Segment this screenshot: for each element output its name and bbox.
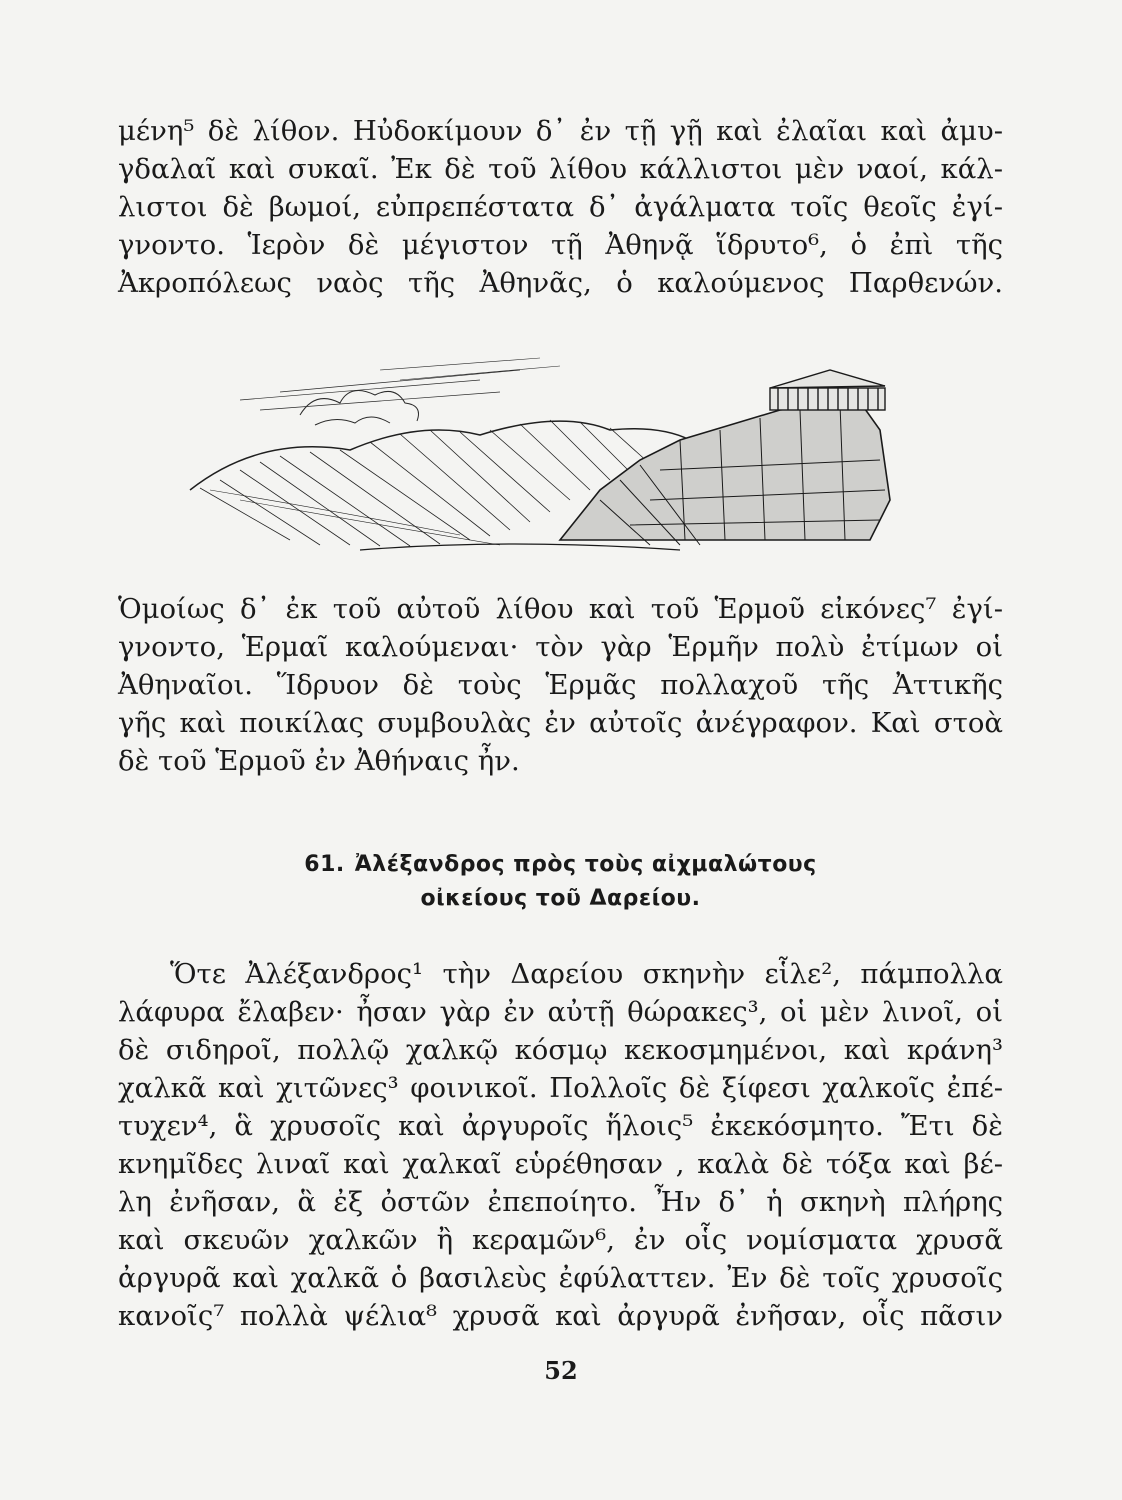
heading-line-2: οἰκείους τοῦ Δαρείου. bbox=[420, 886, 701, 911]
text-line: κνημῖδες λιναῖ καὶ χαλκαῖ εὑρέθησαν , καλὰ δὲ τόξα καὶ βέ- bbox=[118, 1148, 1003, 1180]
text-line: Ἀκροπόλεως ναὸς τῆς Ἀθηνᾶς, ὁ καλούμενος Παρθενών. bbox=[118, 267, 1003, 299]
section-heading bbox=[118, 848, 1003, 916]
text-line: Ὁμοίως δ᾽ ἐκ τοῦ αὐτοῦ λίθου καὶ τοῦ Ἑρμοῦ εἰκόνες⁷ ἐγί- bbox=[118, 593, 1003, 625]
text-line: τυχεν⁴, ἃ χρυσοῖς καὶ ἀργυροῖς ἥλοις⁵ ἐκεκόσμητο. Ἔτι δὲ bbox=[118, 1110, 1003, 1142]
text-line: Ἀθηναῖοι. Ἵδρυον δὲ τοὺς Ἑρμᾶς πολλαχοῦ τῆς Ἀττικῆς bbox=[118, 669, 1003, 701]
text-line: γῆς καὶ ποικίλας συμβουλὰς ἐν αὐτοῖς ἀνέγραφον. Καὶ στοὰ bbox=[118, 707, 1003, 739]
heading-line-1: 61. Ἀλέξανδρος πρὸς τοὺς αἰχμαλώτους bbox=[304, 852, 817, 877]
text-line: Ὅτε Ἀλέξανδρος¹ τὴν Δαρείου σκηνὴν εἷλε², πάμπολλα bbox=[170, 958, 1003, 990]
text-line: δὲ σιδηροῖ, πολλῷ χαλκῷ κόσμῳ κεκοσμημένοι, καὶ κράνη³ bbox=[118, 1034, 1003, 1066]
text-line: χαλκᾶ καὶ χιτῶνες³ φοινικοῖ. Πολλοῖς δὲ ξίφεσι χαλκοῖς ἐπέ- bbox=[118, 1072, 1003, 1104]
text-line: λιστοι δὲ βωμοί, εὐπρεπέστατα δ᾽ ἀγάλματα τοῖς θεοῖς ἐγί- bbox=[118, 191, 1003, 223]
text-line: λη ἐνῆσαν, ἃ ἐξ ὀστῶν ἐπεποίητο. Ἦν δ᾽ ἡ σκηνὴ πλήρης bbox=[118, 1186, 1003, 1218]
acropolis-illustration bbox=[180, 340, 900, 560]
text-line: καὶ σκευῶν χαλκῶν ἢ κεραμῶν⁶, ἐν οἷς νομίσματα χρυσᾶ bbox=[118, 1224, 1003, 1256]
paragraph-alexander bbox=[118, 955, 1003, 1335]
text-line: δὲ τοῦ Ἑρμοῦ ἐν Ἀθήναις ἦν. bbox=[118, 745, 520, 777]
page-number: 52 bbox=[544, 1356, 578, 1385]
text-line: γδαλαῖ καὶ συκαῖ. Ἐκ δὲ τοῦ λίθου κάλλιστοι μὲν ναοί, κάλ- bbox=[118, 153, 1003, 185]
text-line: λάφυρα ἔλαβεν· ἦσαν γὰρ ἐν αὐτῇ θώρακες³, οἱ μὲν λινοῖ, οἱ bbox=[118, 996, 1003, 1028]
text-line: ἀργυρᾶ καὶ χαλκᾶ ὁ βασιλεὺς ἐφύλαττεν. Ἐν δὲ τοῖς χρυσοῖς bbox=[118, 1262, 1003, 1294]
text-line: γνοντο. Ἱερὸν δὲ μέγιστον τῇ Ἀθηνᾷ ἵδρυτο⁶, ὁ ἐπὶ τῆς bbox=[118, 229, 1003, 261]
section-number: 61. bbox=[304, 852, 345, 877]
text-line: γνοντο, Ἑρμαῖ καλούμεναι· τὸν γὰρ Ἑρμῆν πολὺ ἐτίμων οἱ bbox=[118, 631, 1003, 663]
paragraph-hermai bbox=[118, 590, 1003, 780]
paragraph-parthenon bbox=[118, 112, 1003, 302]
text-line: κανοῖς⁷ πολλὰ ψέλια⁸ χρυσᾶ καὶ ἀργυρᾶ ἐνῆσαν, οἷς πᾶσιν bbox=[118, 1300, 1003, 1332]
text-line: μένη⁵ δὲ λίθον. Ηὐδοκίμουν δ᾽ ἐν τῇ γῇ καὶ ἐλαῖαι καὶ ἀμυ- bbox=[118, 115, 1003, 147]
